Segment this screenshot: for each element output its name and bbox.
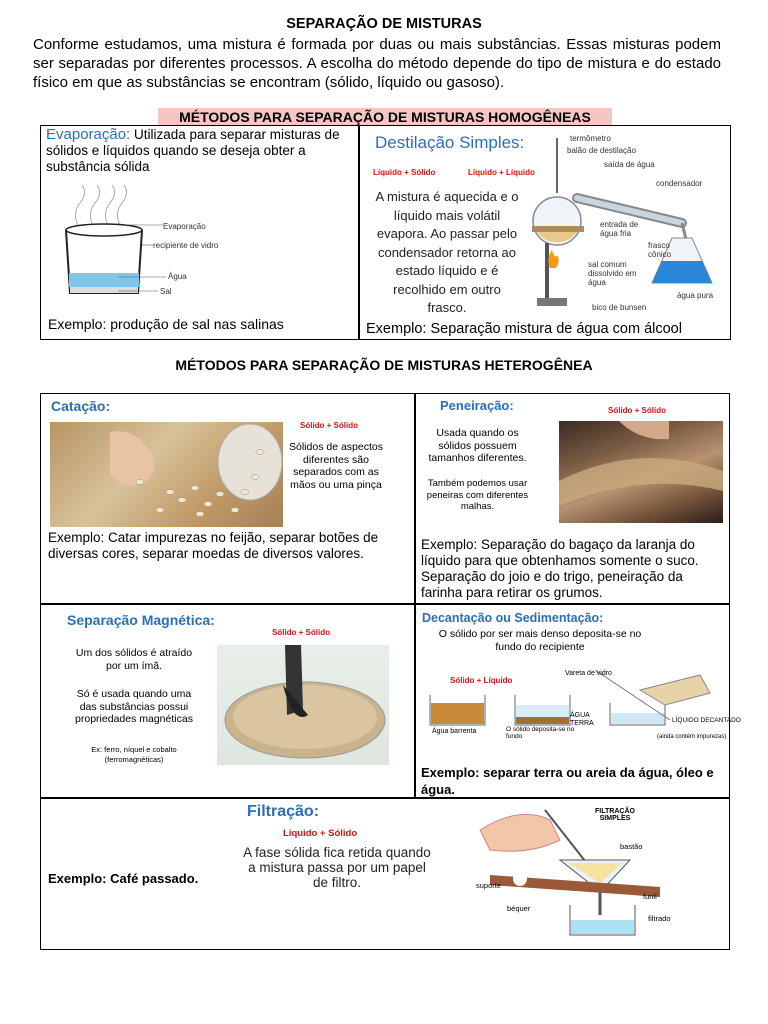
divider	[40, 603, 730, 605]
distillation-tag-1: Líquido + Sólido	[373, 168, 436, 177]
dist-label-3: condensador	[656, 179, 703, 188]
sieve-photo	[559, 421, 723, 523]
evaporation-cell	[46, 127, 354, 175]
dist-label-8: bico de bunsen	[592, 303, 647, 312]
distillation-description: A mistura é aquecida e o líquido mais volátil evapora. Ao passar pelo condensador retorna ao estado líquido e é recolhido em outro frasco.	[375, 189, 519, 315]
decantacao-description: O sólido por ser mais denso deposita-se no fundo do recipiente	[438, 628, 642, 653]
peneiracao-description: Usada quando os sólidos possuem tamanhos diferentes.	[428, 427, 527, 464]
decant-label-1: ÁGUA	[570, 712, 590, 719]
filt-label-3: funil	[643, 892, 657, 901]
filt-label-1: bastão	[620, 842, 643, 851]
filt-label-4: béquer	[507, 904, 531, 913]
decant-label-2: TERRA	[570, 720, 594, 727]
magnetica-title: Separação Magnética:	[67, 612, 215, 628]
decantacao-tag: Sólido + Líquido	[450, 676, 513, 685]
filtracao-example: Exemplo: Café passado.	[48, 871, 199, 886]
catacao-description: Sólidos de aspectos diferentes são separados com as mãos ou uma pinça	[289, 441, 383, 491]
page-title: SEPARAÇÃO DE MISTURAS	[286, 16, 482, 32]
catacao-title: Catação:	[51, 398, 111, 414]
decant-label-5: LÍQUIDO DECANTADO	[672, 717, 741, 724]
filt-label-5: filtrado	[648, 914, 671, 923]
evap-label-4: Sal	[160, 287, 172, 296]
dist-label-1: balão de destilação	[567, 146, 636, 155]
decant-label-0: Vareta de vidro	[565, 670, 612, 677]
peneiracao-description-2: Também podemos usar peneiras com diferentes malhas.	[426, 478, 529, 512]
magnetica-description-2: Só é usada quando uma das substâncias possui propriedades magnéticas	[75, 688, 193, 725]
distillation-tag-2: Líquido + Líquido	[468, 168, 535, 177]
dist-label-5: frasco cônico	[648, 241, 672, 259]
filtracao-tag: Líquido + Sólido	[283, 828, 358, 839]
filtracao-description: A fase sólida fica retida quando a mistura passa por um papel de filtro.	[243, 845, 431, 890]
decant-label-6: (ainda contém impurezas)	[657, 734, 727, 740]
filt-label-0: FILTRAÇÃO SIMPLES	[595, 808, 635, 822]
intro-paragraph: Conforme estudamos, uma mistura é formada por duas ou mais substâncias. Essas misturas podem ser separadas por diferentes processos. A escolha do método depende do tipo de mistura e do estado físico em que as substâncias se encontram (sólido, líquido ou gasoso).	[33, 36, 721, 91]
evaporation-description: Utilizada para separar misturas de sólidos e líquidos quando se deseja obter a substância sólida	[46, 127, 340, 174]
distillation-example: Exemplo: Separação mistura de água com álcool	[366, 321, 682, 337]
evap-label-1: Evaporação	[163, 222, 206, 231]
divider	[414, 393, 416, 798]
filtracao-title: Filtração:	[247, 803, 320, 820]
peneiracao-title: Peneiração:	[440, 398, 514, 413]
evap-label-3: Água	[168, 272, 187, 281]
distillation-title: Destilação Simples:	[375, 133, 525, 152]
magnet-photo	[217, 645, 389, 765]
dist-label-2: saída de água	[604, 160, 655, 169]
decant-label-3: Água barrenta	[432, 728, 477, 735]
evaporation-example: Exemplo: produção de sal nas salinas	[48, 316, 284, 332]
evap-label-2: recipiente de vidro	[153, 241, 219, 250]
homogeneous-heading: MÉTODOS PARA SEPARAÇÃO DE MISTURAS HOMOGÊNEAS	[158, 108, 612, 126]
evaporation-title: Evaporação:	[46, 126, 131, 143]
magnetica-description: Um dos sólidos é atraído por um ímã.	[75, 647, 193, 672]
dist-label-6: sal comum dissolvido em água	[588, 260, 637, 287]
magnetica-tag: Sólido + Sólido	[272, 628, 330, 637]
divider	[358, 125, 360, 340]
catacao-tag: Sólido + Sólido	[300, 421, 358, 430]
dist-label-0: termômetro	[570, 134, 611, 143]
dist-label-7: água pura	[677, 291, 714, 300]
filt-label-2: suporte	[476, 881, 502, 890]
peneiracao-example: Exemplo: Separação do bagaço da laranja do líquido para que obtenhamos somente o suco. Separação do joio e do trigo, peneiração da farinha para retirar os grumos.	[421, 537, 699, 600]
catacao-example: Exemplo: Catar impurezas no feijão, separar botões de diversas cores, separar moedas de diversos valores.	[48, 530, 379, 561]
dist-label-4: entrada de água fria	[600, 220, 639, 238]
decantacao-example: Exemplo: separar terra ou areia da água, óleo e água.	[421, 765, 714, 797]
decant-label-4: O sólido deposita-se no fundo	[506, 726, 575, 740]
decantacao-title: Decantação ou Sedimentação:	[422, 611, 604, 625]
heterogeneous-heading: MÉTODOS PARA SEPARAÇÃO DE MISTURAS HETEROGÊNEA	[175, 357, 593, 373]
beans-photo	[50, 422, 283, 527]
magnetica-note: Ex: ferro, níquel e cobalto (ferromagnéticas)	[91, 745, 177, 764]
peneiracao-tag: Sólido + Sólido	[608, 406, 666, 415]
